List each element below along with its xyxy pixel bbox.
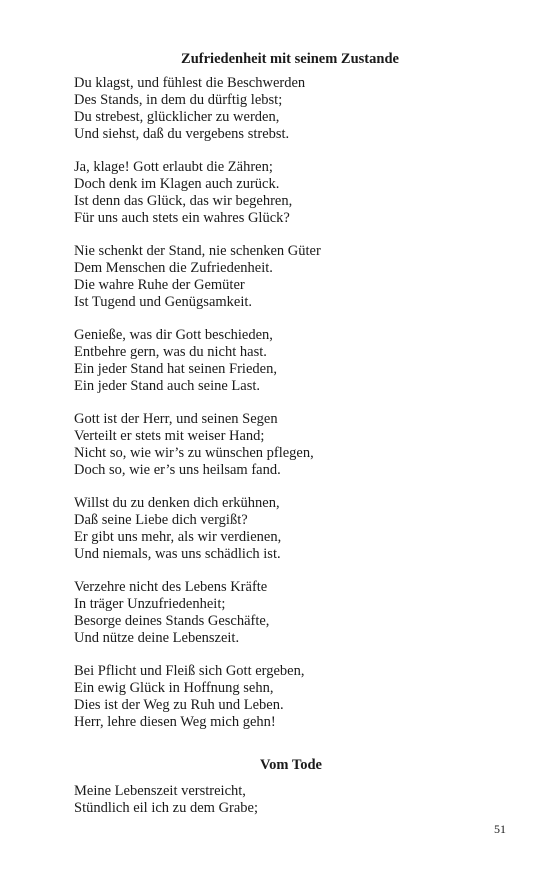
poem-line: Die wahre Ruhe der Gemüter xyxy=(74,277,245,293)
poem-title: Zufriedenheit mit seinem Zustande xyxy=(181,51,399,67)
poem-line: Stündlich eil ich zu dem Grabe; xyxy=(74,800,259,816)
poem-line: Ein jeder Stand auch seine Last. xyxy=(74,378,261,394)
stanza xyxy=(74,243,514,311)
poem-body xyxy=(74,783,514,833)
poem-line: Dies ist der Weg zu Ruh und Leben. xyxy=(74,697,284,713)
poem-line: Doch so, wie er’s uns heilsam fand. xyxy=(74,462,281,478)
poem-line: In träger Unzufriedenheit; xyxy=(74,596,226,612)
poem-line: Er gibt uns mehr, als wir verdienen, xyxy=(74,529,282,545)
poem-line: Herr, lehre diesen Weg mich gehn! xyxy=(74,714,276,730)
poem-line: Ja, klage! Gott erlaubt die Zähren; xyxy=(74,159,273,175)
stanza xyxy=(74,75,514,143)
poem-line: Du klagst, und fühlest die Beschwerden xyxy=(74,75,306,91)
poem-line: Bei Pflicht und Fleiß sich Gott ergeben, xyxy=(74,663,305,679)
poem-line: Entbehre gern, was du nicht hast. xyxy=(74,344,267,360)
stanza xyxy=(74,159,514,227)
poem-line: Ein jeder Stand hat seinen Frieden, xyxy=(74,361,277,377)
poem-line: Daß seine Liebe dich vergißt? xyxy=(74,512,248,528)
stanza xyxy=(74,783,514,817)
poem-title: Vom Tode xyxy=(260,757,322,773)
poem-line: Willst du zu denken dich erkühnen, xyxy=(74,495,280,511)
poem-line: Verzehre nicht des Lebens Kräfte xyxy=(74,579,268,595)
stanza xyxy=(74,579,514,647)
poem-line: Ist Tugend und Genügsamkeit. xyxy=(74,294,253,310)
poem-line: Und niemals, was uns schädlich ist. xyxy=(74,546,281,562)
poem-body xyxy=(74,75,514,747)
page-number: 51 xyxy=(494,822,506,836)
poem-line: Für uns auch stets ein wahres Glück? xyxy=(74,210,290,226)
poem-line: Gott ist der Herr, und seinen Segen xyxy=(74,411,278,427)
poem-line: Nie schenkt der Stand, nie schenken Güter xyxy=(74,243,321,259)
stanza xyxy=(74,663,514,731)
poem-line: Nicht so, wie wir’s zu wünschen pflegen, xyxy=(74,445,314,461)
poem-line: Besorge deines Stands Geschäfte, xyxy=(74,613,270,629)
stanza xyxy=(74,327,514,395)
poem-line: Ein ewig Glück in Hoffnung sehn, xyxy=(74,680,274,696)
poem-line: Und nütze deine Lebenszeit. xyxy=(74,630,240,646)
poem-line: Verteilt er stets mit weiser Hand; xyxy=(74,428,265,444)
poem-line: Ist denn das Glück, das wir begehren, xyxy=(74,193,293,209)
poem-line: Meine Lebenszeit verstreicht, xyxy=(74,783,246,799)
poem-line: Du strebest, glücklicher zu werden, xyxy=(74,109,280,125)
poem-line: Doch denk im Klagen auch zurück. xyxy=(74,176,280,192)
poem-line: Und siehst, daß du vergebens strebst. xyxy=(74,126,290,142)
stanza xyxy=(74,411,514,479)
poem-line: Genieße, was dir Gott beschieden, xyxy=(74,327,273,343)
stanza xyxy=(74,495,514,563)
poem-line: Des Stands, in dem du dürftig lebst; xyxy=(74,92,283,108)
poem-line: Dem Menschen die Zufriedenheit. xyxy=(74,260,273,276)
